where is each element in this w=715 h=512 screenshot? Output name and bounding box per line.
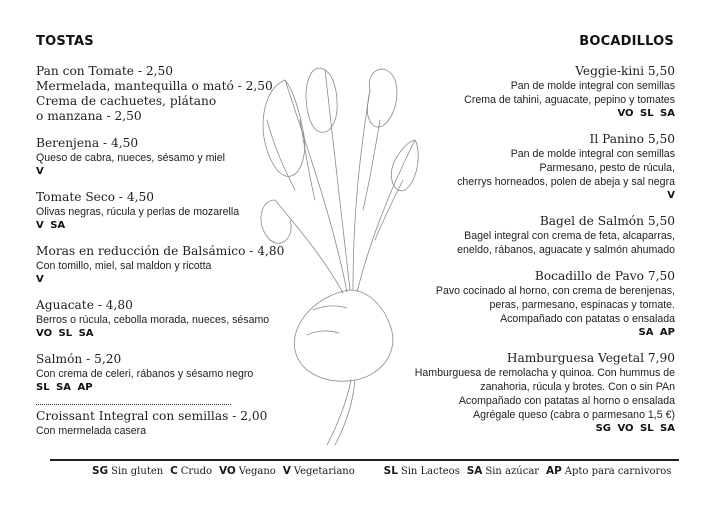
legend-code: AP (545, 465, 562, 477)
legend-code: SA (466, 465, 483, 477)
bocadillo-item (375, 214, 675, 257)
tosta-name-line: Mermelada, mantequilla o mató - 2,50 (36, 79, 273, 93)
bocadillo-item (375, 132, 675, 202)
bocadillo-description-line: peras, parmesano, espinacas y tomate. (489, 299, 675, 311)
diet-tags: SG VO SL SA (595, 423, 675, 434)
bocadillo-description-line: eneldo, rábanos, aguacate y salmón ahumado (457, 244, 675, 256)
legend-entry (384, 465, 460, 477)
bocadillo-description-line: Pan de molde integral con semillas (510, 148, 675, 160)
tosta-name-line: o manzana - 2,50 (36, 109, 142, 123)
legend-entry (92, 465, 163, 477)
bocadillo-name: Il Panino 5,50 (589, 132, 675, 146)
bocadillo-item (375, 64, 675, 120)
bocadillo-description-line: Pan de molde integral con semillas (510, 80, 675, 92)
tosta-description: Olivas negras, rúcula y perlas de mozarella (36, 206, 240, 218)
tosta-name: Berenjena - 4,50 (36, 136, 139, 150)
bocadillo-item (375, 269, 675, 339)
legend-label: Vegano (238, 466, 276, 477)
bocadillos-list (375, 64, 675, 447)
diet-tags: V (36, 166, 44, 177)
legend-label: Apto para carnivoros (564, 466, 672, 477)
tosta-name: Aguacate - 4,80 (36, 298, 133, 312)
croissant-description: Con mermelada casera (36, 425, 147, 437)
tosta-name: Salmón - 5,20 (36, 352, 122, 366)
bocadillo-name: Hamburguesa Vegetal 7,90 (506, 351, 675, 365)
tosta-item (36, 136, 306, 178)
croissant-name: Croissant Integral con semillas - 2,00 (36, 409, 268, 423)
legend-label: Crudo (180, 466, 213, 477)
legend-label: Sin Lacteos (400, 466, 460, 477)
footer-divider (50, 459, 679, 461)
tosta-name-line: Crema de cachuetes, plátano (36, 94, 217, 108)
legend-entry (283, 465, 355, 477)
legend-entry (170, 465, 212, 477)
tosta-item (36, 298, 306, 340)
tosta-name-line: Pan con Tomate - 2,50 (36, 64, 173, 78)
bocadillo-item (375, 351, 675, 435)
bocadillo-description-line: Bagel integral con crema de feta, alcaparras, (464, 230, 675, 242)
legend-entry (546, 465, 671, 477)
tosta-item (36, 64, 306, 124)
croissant-item (36, 409, 306, 438)
bocadillo-description-line: zanahoria, rúcula y brotes. Con o sin PAn (480, 381, 675, 393)
bocadillo-description-line: Hamburguesa de remolacha y quinoa. Con hummus de (414, 367, 675, 379)
legend-label: Vegetariano (293, 466, 355, 477)
bocadillo-description-line: Acompañado con patatas al horno o ensalada (458, 395, 675, 407)
diet-tags: SA AP (638, 327, 675, 338)
bocadillo-description-line: Pavo cocinado al horno, con crema de berenjenas, (435, 285, 675, 297)
tosta-description: Con crema de celeri, rábanos y sésamo negro (36, 368, 254, 380)
dotted-separator (36, 404, 231, 405)
bocadillos-heading: BOCADILLOS (579, 34, 674, 49)
bocadillo-description-line: Crema de tahini, aguacate, pepino y tomates (464, 94, 675, 106)
diet-tags: VO SL SA (36, 328, 94, 339)
bocadillo-description-line: Agrégale queso (cabra o parmesano 1,5 €) (473, 409, 675, 421)
bocadillo-description-line: Parmesano, pesto de rúcula, (539, 162, 675, 174)
legend-label: Sin azúcar (485, 466, 540, 477)
legend-code: VO (218, 465, 236, 477)
legend-label: Sin gluten (111, 466, 164, 477)
bocadillo-description-line: Acompañado con patatas o ensalada (500, 313, 675, 325)
bocadillo-name: Bagel de Salmón 5,50 (539, 214, 675, 228)
tosta-item (36, 190, 306, 232)
legend-code: V (282, 465, 291, 477)
diet-tags: V (667, 190, 675, 201)
diet-tags: V (36, 274, 44, 285)
tosta-description: Berros o rúcula, cebolla morada, nueces, sésamo (36, 314, 270, 326)
tosta-name: Moras en reducción de Balsámico - 4,80 (36, 244, 285, 258)
legend-code: SL (383, 465, 398, 477)
diet-tags: VO SL SA (617, 108, 675, 119)
diet-tags: SL SA AP (36, 382, 93, 393)
tosta-item (36, 352, 306, 394)
legend-entry (467, 465, 539, 477)
tostas-heading: TOSTAS (36, 34, 94, 49)
tosta-description: Queso de cabra, nueces, sésamo y miel (36, 152, 226, 164)
tosta-item (36, 244, 306, 286)
tostas-list (36, 64, 306, 450)
bocadillo-description-line: cherrys horneados, polen de abeja y sal negra (457, 176, 675, 188)
bocadillo-name: Bocadillo de Pavo 7,50 (534, 269, 675, 283)
diet-tags: V SA (36, 220, 66, 231)
tosta-name: Tomate Seco - 4,50 (36, 190, 155, 204)
legend-code: C (170, 465, 178, 477)
legend-entry (219, 465, 276, 477)
diet-legend (92, 465, 675, 477)
bocadillo-name: Veggie-kini 5,50 (575, 64, 675, 78)
legend-code: SG (92, 465, 109, 477)
tosta-description: Con tomillo, miel, sal maldon y ricotta (36, 260, 212, 272)
